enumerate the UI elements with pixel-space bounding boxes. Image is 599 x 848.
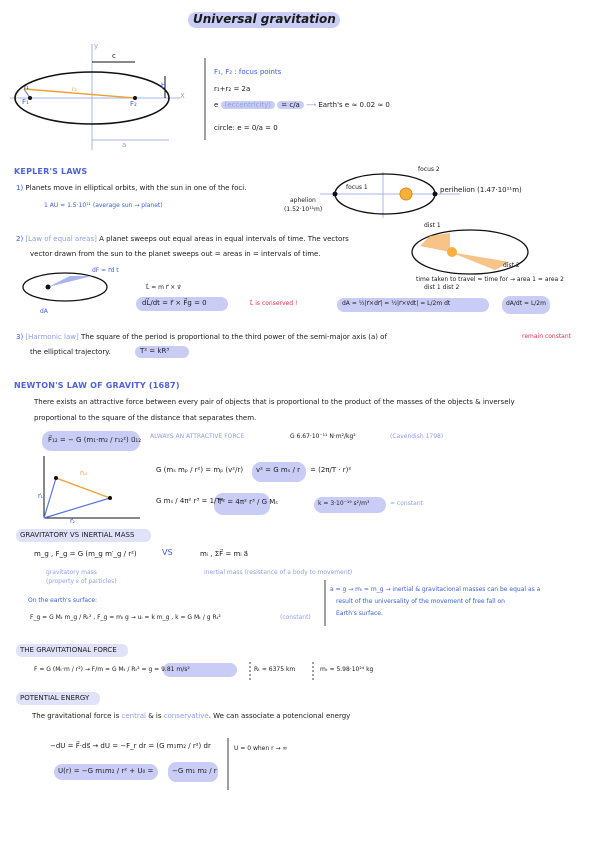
vec-r12: r⃗₁₂ [80, 470, 88, 477]
earth-ecc: Earth's e ≈ 0.02 ≈ 0 [318, 101, 390, 109]
G-value: G 6.67·10⁻¹¹ N·m²/kg² [290, 433, 356, 440]
mass-heading: GRAVITATORY VS INERTIAL MASS [20, 531, 135, 539]
label-r2: r₂ [72, 86, 77, 93]
kepler-heading: KEPLER'S LAWS [14, 167, 88, 176]
dL-formula: dL⃗/dt = r⃗ × F⃗g = 0 [142, 299, 207, 307]
label-f1: F₁ [22, 98, 29, 106]
potential-u0: U = 0 when r → ∞ [234, 745, 288, 752]
label-x: X [180, 92, 185, 100]
potential-and: & is [148, 712, 162, 720]
potential-text-row [32, 712, 350, 720]
time-note-2: dist 1 dist 2 [424, 284, 460, 291]
law3-text1: The square of the period is proportional to the third power of the semi-major axis (a) of [80, 333, 387, 341]
law3-row [16, 333, 387, 341]
aphelion-label: aphelion [290, 197, 316, 204]
time-note-1: time taken to travel = time for → area 1 = area 2 [416, 276, 564, 283]
mass-note1: a = g → mᵢ = m_g → inertial & gravitacional masses can be equal as a [330, 586, 541, 593]
potential-eq3: −G m₁ m₂ / r [172, 767, 217, 775]
potential-text: The gravitational force is [32, 712, 120, 720]
remain-constant: remain constant [522, 333, 572, 340]
law1-text: Planets move in elliptical orbits, with the sun in one of the foci. [25, 184, 247, 192]
potential-heading: POTENTIAL ENERGY [20, 694, 90, 702]
grav-note2: (property 𝑠 of particles) [46, 578, 117, 585]
vec-r1: r⃗₁ [38, 493, 43, 500]
kepler-orbit-diagram [320, 172, 460, 218]
ellipse-diagram [10, 44, 205, 150]
focus2-label: focus 2 [418, 166, 440, 173]
grav-note1: gravitatory mass [46, 569, 97, 576]
mass-note3: Earth's surface. [336, 610, 383, 617]
dist1-label: dist 1 [424, 222, 441, 229]
aphelion-value: (1.52·10¹¹m) [284, 206, 323, 213]
focus1-label: focus 1 [346, 184, 368, 191]
newton-heading: NEWTON'S LAW OF GRAVITY (1687) [14, 381, 180, 390]
potential-rest: . We can associate a potencional energy [208, 712, 351, 720]
potential-central: central [121, 712, 146, 720]
ecc-word: (eccentricity) [221, 101, 275, 109]
label-f2: F₂ [130, 100, 137, 108]
newton-eq3: = (2π/T · r)² [310, 466, 352, 474]
newton-eq2: v² = G mₛ / r [256, 466, 301, 474]
ecc-label: e [214, 101, 219, 109]
law2-num: 2) [16, 235, 24, 243]
sum-rule: r₁+r₂ = 2a [214, 85, 251, 93]
newton-text1: There exists an attractive force between every pair of objects that is proportional to the product of the masses of the objects & inversely [34, 398, 515, 406]
law3-formula: T² = kR³ [140, 347, 170, 355]
newton-text2: proportional to the square of the distance that separates them. [34, 414, 257, 422]
vs-label: VS [162, 548, 173, 557]
potential-eq1: −dU = F⃗·ds⃗ → dU = −F_r dr = (G m₁m₂ / r²) dr [50, 742, 211, 750]
newton-eq6-note: = constant [390, 500, 424, 507]
cavendish: (Cavendish 1798) [390, 433, 444, 440]
law2-name: [Law of equal areas] [25, 235, 97, 243]
newton-eq5: T² = 4π² r³ / G Mₛ [218, 498, 278, 506]
perihelion-label: perihelion (1.47·10¹¹m) [440, 186, 522, 194]
earth-eq: F_g = G Mₜ m_g / Rₜ² , F_g = mᵢ g → uᵢ = k m_g , k = G Mₜ / g Rₜ² [30, 614, 221, 621]
page-title: Universal gravitation [193, 12, 336, 26]
law1-sub2: sun → planet) [121, 202, 163, 209]
newton-eq6: k = 3·10⁻¹⁹ s²/m³ [318, 500, 370, 507]
law3-text2: the elliptical trajectory. [30, 348, 111, 356]
law1-sub: 1 AU = 1.5·10¹¹ (average [44, 202, 120, 209]
focus-note: F₁, F₂ : focus points [214, 68, 282, 76]
mass-note2: result of the universality of the movement of free fall on [336, 598, 505, 605]
earth-const: (constant) [280, 614, 311, 621]
L-conserved: L⃗ is conserved ! [250, 300, 298, 307]
dist2-label: dist 2 [503, 262, 520, 269]
law1-row [16, 184, 246, 192]
label-y: y [94, 42, 99, 50]
label-c: c [112, 52, 116, 60]
earth-radius: Rₜ ≈ 6375 km [254, 666, 296, 673]
eccentricity-row: e (eccentricity) = c/a ⟶ Earth's e ≈ 0.02 ≈ 0 [214, 101, 390, 109]
law1-num: 1) [16, 184, 24, 192]
law2-row [16, 235, 349, 243]
always-attractive: ALWAYS AN ATTRACTIVE FORCE [150, 433, 245, 440]
earth-mass: mₜ ≈ 5.98·10²⁴ kg [320, 666, 374, 673]
label-a: a [122, 141, 127, 149]
L-definition: L⃗ = m r⃗ × v⃗ [146, 284, 181, 291]
potential-conservative: conservative [163, 712, 209, 720]
newton-vector-diagram [44, 456, 140, 518]
label-b: b [161, 82, 166, 90]
dA-label: dA [40, 308, 48, 315]
gforce-eq: F = G (Mₜ·m / r²) → F/m = G Mₜ / Rₜ² = g = 9.81 m/s² [34, 666, 190, 673]
grav-mass: m_g , F_g = G (m_g m′_g / r²) [34, 550, 137, 558]
inert-note: inertial mass (resistance of a body to movement) [204, 569, 353, 576]
potential-eq2: U(r) = −G m₁m₂ / r² + U₀ = [58, 767, 154, 775]
earth-surface-heading: On the earth's surface: [28, 597, 98, 604]
circle-ecc: circle: e = 0/a = 0 [214, 124, 278, 132]
ecc-formula: = c/a [277, 101, 304, 109]
label-r1: r₁ [24, 84, 29, 91]
law3-num: 3) [16, 333, 24, 341]
inert-mass: mᵢ , ΣF⃗ = mᵢ a⃗ [200, 550, 249, 558]
newton-eq1: G (mₛ mₚ / r²) = mₚ (v²/r) [156, 466, 244, 474]
dAdt-formula: dA/dt = L/2m [506, 300, 546, 307]
law2-text2: vector drawn from the sun to the planet sweeps out = areas in = intervals of time. [30, 250, 321, 258]
dA-ellipse [23, 273, 107, 301]
gforce-heading: THE GRAVITATIONAL FORCE [20, 646, 117, 654]
dA-formula: dA = ½|r⃗×dr⃗| = ½|r⃗×v⃗dt| = L/2m dt [342, 300, 451, 307]
dF-label: dF = r⃗d t [92, 267, 119, 274]
vec-r2: r⃗₂ [70, 518, 75, 525]
newton-eq4: G mₛ / 4π² r³ = 1/T² [156, 497, 224, 505]
force-formula: F⃗₁₂ = − G (m₁·m₂ / r₁₂²) u⃗₁₂ [48, 436, 142, 444]
law3-name: [Harmonic law] [25, 333, 79, 341]
law1-sub-row [44, 202, 163, 209]
law2-text1: A planet sweeps out equal areas in equal intervals of time. The vectors [99, 235, 349, 243]
